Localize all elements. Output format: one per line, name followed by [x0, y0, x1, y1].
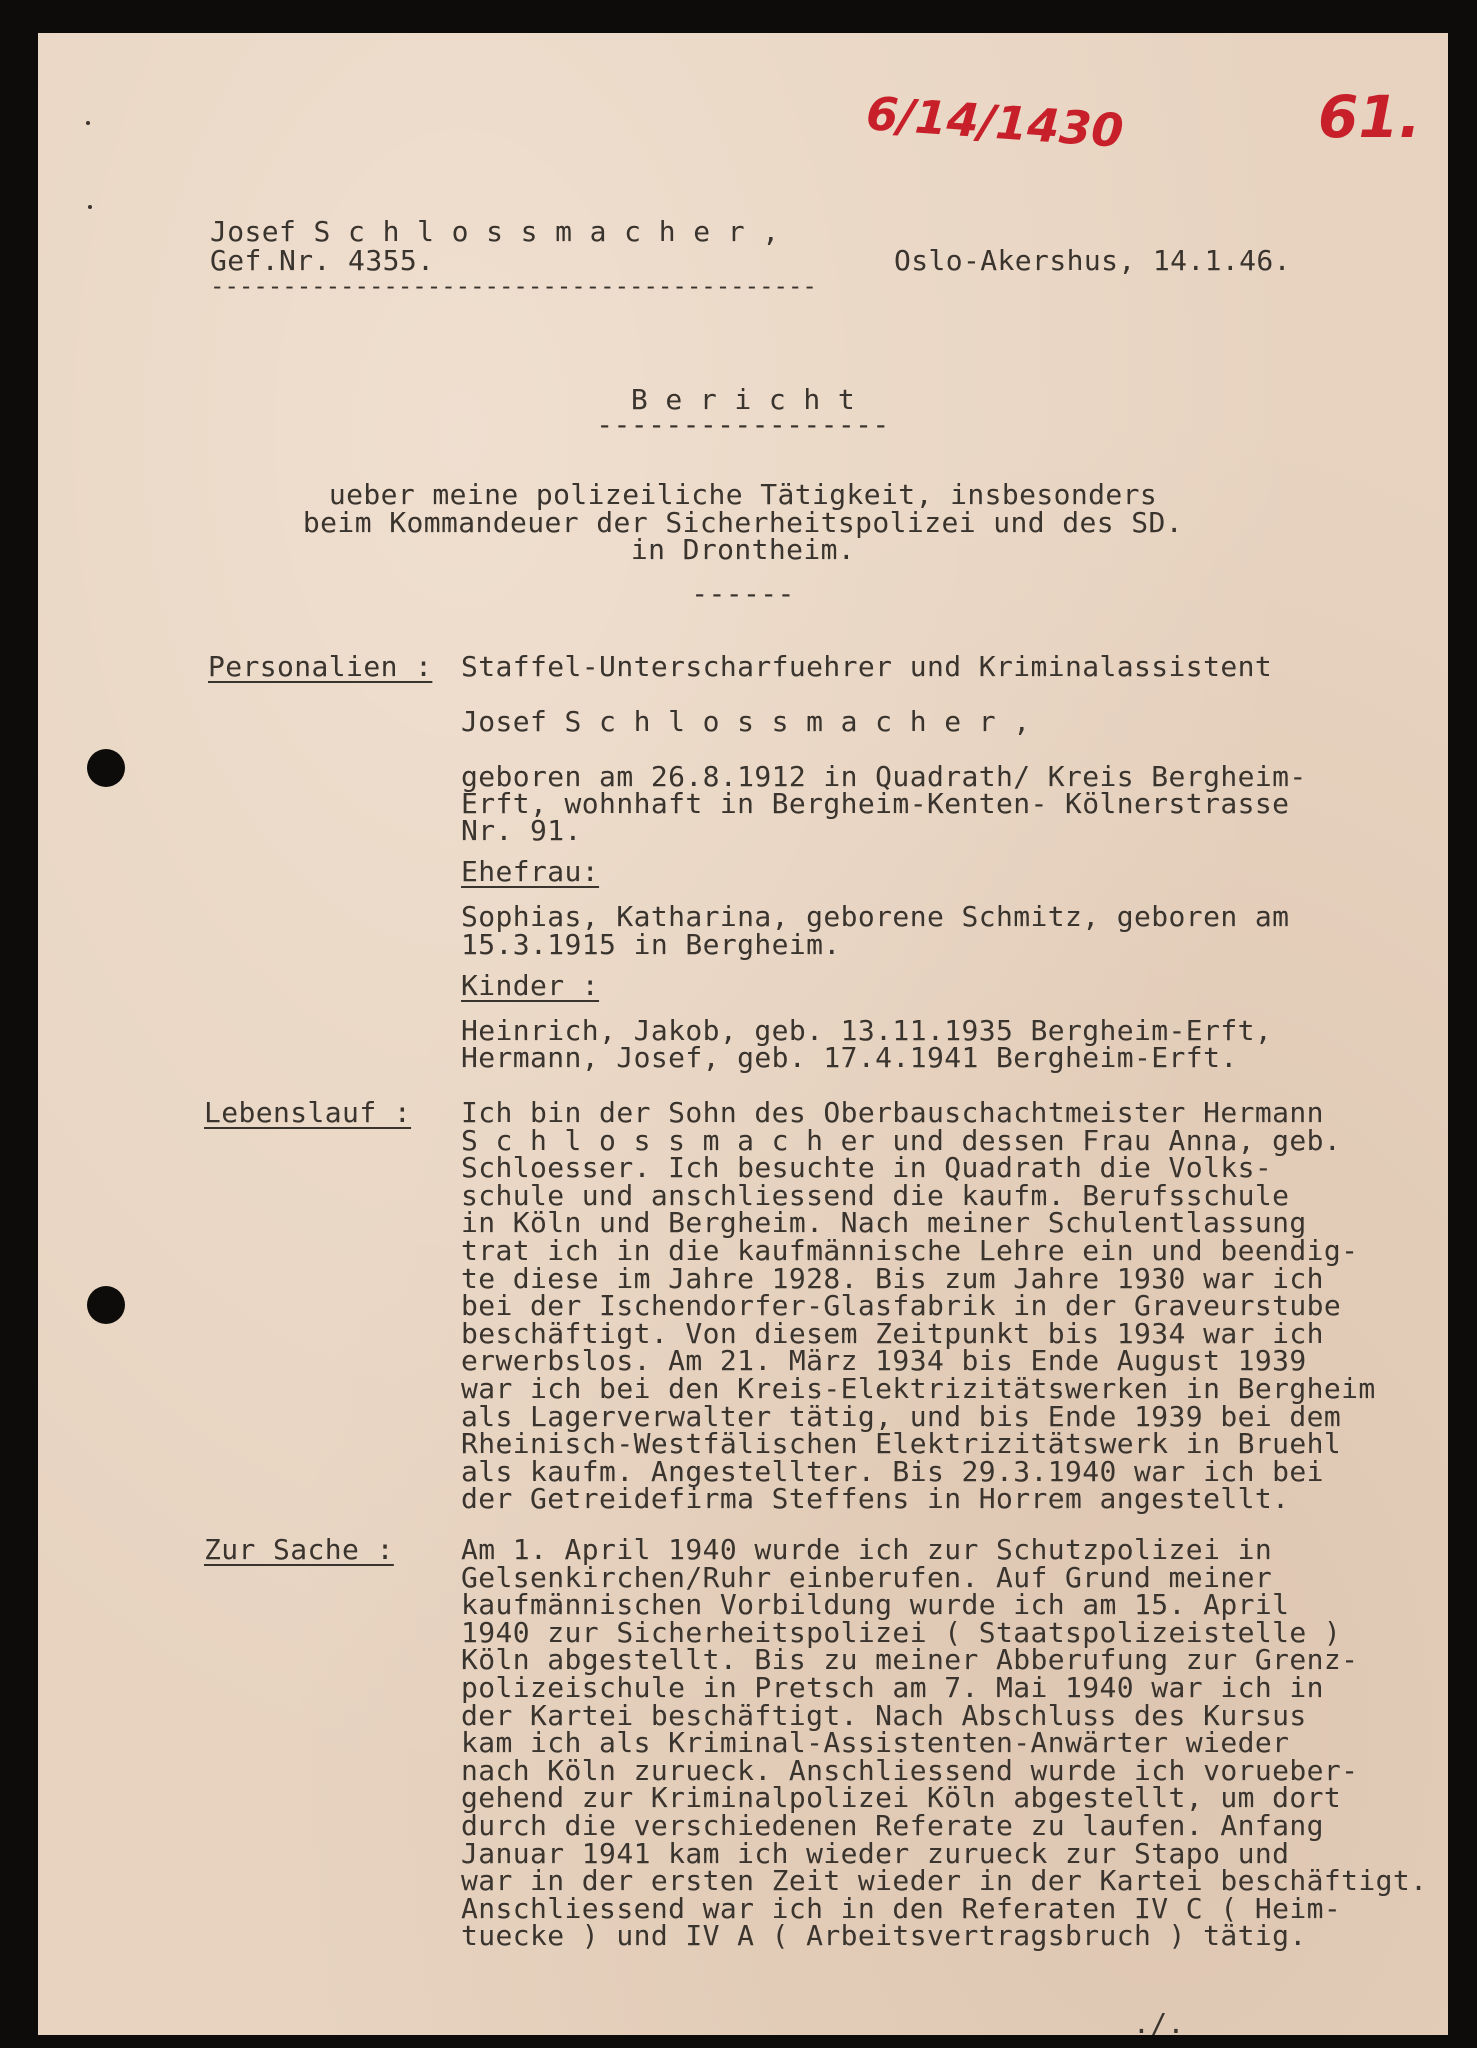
text-line: Anschliessend war ich in den Referaten IV C ( Heim- — [461, 1891, 1342, 1925]
continuation-mark: ./. — [1133, 2007, 1185, 2035]
text-line: polizeischule in Pretsch am 7. Mai 1940 war ich in — [461, 1671, 1324, 1704]
margin-mark — [86, 121, 90, 125]
text-line: Januar 1941 kam ich wieder zurueck zur Stapo und — [461, 1836, 1290, 1870]
text-line: als Lagerverwalter tätig, und bis Ende 1939 bei dem — [461, 1399, 1342, 1433]
text-line: tuecke ) und IV A ( Arbeitsvertragsbruch ) tätig. — [461, 1919, 1307, 1953]
section-label-personalien: Personalien : — [208, 650, 433, 683]
text-line: war ich bei den Kreis-Elektrizitätswerken in Bergheim — [461, 1372, 1376, 1405]
text-line: Rheinisch-Westfälischen Elektrizitätswerk in Bruehl — [461, 1427, 1342, 1461]
author-name: Josef S c h l o s s m a c h e r , — [210, 215, 780, 248]
birth-line: Nr. 91. — [461, 814, 582, 847]
text-line: der Kartei beschäftigt. Nach Abschluss des Kursus — [461, 1698, 1307, 1732]
title-rule: ----------------- — [596, 408, 890, 441]
wife-line: 15.3.1915 in Bergheim. — [461, 928, 841, 961]
children-line: Heinrich, Jakob, geb. 13.11.1935 Bergheim-Erft, — [461, 1014, 1273, 1047]
text-line: erwerbslos. Am 21. März 1934 bis Ende August 1939 — [461, 1344, 1307, 1378]
section-label-lebenslauf: Lebenslauf : — [204, 1096, 412, 1129]
children-label: Kinder : — [461, 969, 600, 1002]
text-line: als kaufm. Angestellter. Bis 29.3.1940 war ich bei — [461, 1454, 1324, 1488]
text-line: trat ich in die kaufmännische Lehre ein und beendig- — [461, 1234, 1359, 1267]
text-line: nach Köln zurueck. Anschliessend wurde ich vorueber- — [461, 1753, 1359, 1787]
prisoner-number: Gef.Nr. 4355. — [210, 244, 435, 277]
wife-line: Sophias, Katharina, geborene Schmitz, geboren am — [461, 900, 1290, 933]
text-line: Ich bin der Sohn des Oberbauschachtmeister Hermann — [461, 1096, 1324, 1129]
punch-hole-top — [87, 749, 125, 787]
margin-mark — [88, 205, 92, 209]
title-short-rule: ------ — [691, 577, 795, 610]
text-line: Gelsenkirchen/Ruhr einberufen. Auf Grund meiner — [461, 1560, 1273, 1594]
report-title: B e r i c h t — [630, 383, 856, 416]
punch-hole-bottom — [87, 1286, 125, 1324]
page-number-annotation: 61. — [1318, 83, 1421, 151]
text-line: durch die verschiedenen Referate zu laufen. Anfang — [461, 1809, 1324, 1842]
section-label-zur-sache: Zur Sache : — [204, 1533, 394, 1566]
text-line: bei der Ischendorfer-Glasfabrik in der Graveurstube — [461, 1289, 1342, 1323]
text-line: S c h l o s s m a c h er und dessen Frau Anna, geb. — [461, 1123, 1342, 1157]
text-line: der Getreidefirma Steffens in Horrem angestellt. — [461, 1482, 1290, 1516]
text-line: te diese im Jahre 1928. Bis zum Jahre 1930 war ich — [461, 1261, 1324, 1295]
subtitle-line-2: beim Kommandeuer der Sicherheitspolizei und des SD. — [302, 506, 1184, 539]
subtitle-line-1: ueber meine polizeiliche Tätigkeit, insbesonders — [328, 478, 1158, 511]
text-line: kam ich als Kriminal-Assistenten-Anwärter wieder — [461, 1726, 1290, 1760]
birth-line: geboren am 26.8.1912 in Quadrath/ Kreis Bergheim- — [461, 760, 1307, 793]
document-page — [38, 33, 1448, 2035]
text-line: 1940 zur Sicherheitspolizei ( Staatspolizeistelle ) — [461, 1615, 1342, 1649]
text-line: Köln abgestellt. Bis zu meiner Abberufung zur Grenz- — [461, 1643, 1359, 1677]
header-rule: ------------------------------------------ — [210, 272, 817, 300]
place-date: Oslo-Akershus, 14.1.46. — [894, 244, 1291, 277]
text-line: gehend zur Kriminalpolizei Köln abgestellt, um dort — [461, 1781, 1342, 1815]
text-line: in Köln und Bergheim. Nach meiner Schulentlassung — [461, 1206, 1307, 1240]
text-line: beschäftigt. Von diesem Zeitpunkt bis 1934 war ich — [461, 1316, 1324, 1350]
text-line: kaufmännischen Vorbildung wurde ich am 15. April — [461, 1588, 1290, 1622]
children-line: Hermann, Josef, geb. 17.4.1941 Bergheim-Erft. — [461, 1041, 1238, 1074]
text-line: schule und anschliessend die kaufm. Berufsschule — [461, 1178, 1290, 1212]
wife-label: Ehefrau: — [461, 855, 600, 888]
text-line: Am 1. April 1940 wurde ich zur Schutzpolizei in — [461, 1533, 1273, 1566]
personalien-name: Josef S c h l o s s m a c h e r , — [461, 705, 1031, 738]
text-line: war in der ersten Zeit wieder in der Kartei beschäftigt. — [461, 1864, 1428, 1898]
personalien-rank: Staffel-Unterscharfuehrer und Kriminalassistent — [461, 650, 1273, 683]
subtitle-line-3: in Drontheim. — [630, 533, 856, 566]
birth-line: Erft, wohnhaft in Bergheim-Kenten- Kölnerstrasse — [461, 787, 1290, 820]
archive-number-annotation: 6/14/1430 — [864, 86, 1126, 158]
text-line: Schloesser. Ich besuchte in Quadrath die Volks- — [461, 1151, 1273, 1185]
